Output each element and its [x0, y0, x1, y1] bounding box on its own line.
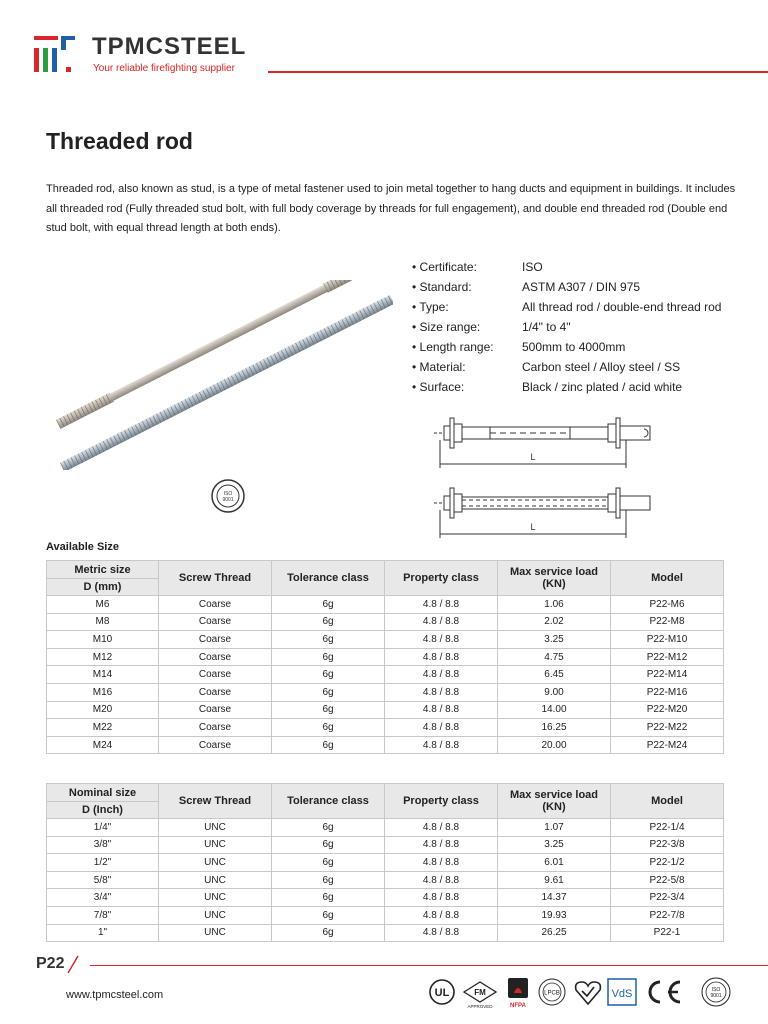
- length-label: L: [530, 452, 536, 462]
- cell-size: M6: [47, 596, 159, 614]
- page-number-slash-icon: [64, 954, 94, 974]
- cell-size: 1": [47, 924, 159, 942]
- cell-load: 14.37: [498, 889, 611, 907]
- metric-size-table: [46, 560, 724, 754]
- table-row: [47, 854, 724, 872]
- spec-value: Carbon steel / Alloy steel / SS: [522, 360, 681, 374]
- svg-text:9001: 9001: [222, 497, 234, 503]
- cell-tolerance: 6g: [272, 836, 385, 854]
- cell-property: 4.8 / 8.8: [385, 819, 498, 837]
- spec-item: [412, 337, 752, 357]
- double-end-rod-diagram: [430, 408, 660, 470]
- cell-property: 4.8 / 8.8: [385, 648, 498, 666]
- svg-text:ISO: ISO: [223, 491, 233, 497]
- header-tolerance: Tolerance class: [272, 784, 385, 819]
- cell-property: 4.8 / 8.8: [385, 719, 498, 737]
- cell-size: 3/8": [47, 836, 159, 854]
- cell-size: M24: [47, 736, 159, 754]
- cell-model: P22-3/8: [611, 836, 724, 854]
- cell-size: M20: [47, 701, 159, 719]
- spec-label: • Size range:: [412, 317, 522, 337]
- svg-text:9001: 9001: [710, 993, 722, 999]
- cell-size: 5/8": [47, 871, 159, 889]
- cell-tolerance: 6g: [272, 889, 385, 907]
- cell-size: 1/4": [47, 819, 159, 837]
- cell-size: M8: [47, 613, 159, 631]
- cell-screw-thread: UNC: [159, 906, 272, 924]
- brand-logo-icon: [34, 36, 76, 74]
- header-size-unit: D (mm): [47, 579, 159, 596]
- cell-property: 4.8 / 8.8: [385, 736, 498, 754]
- header-load: Max service load (KN): [498, 784, 611, 819]
- cell-model: P22-M20: [611, 701, 724, 719]
- cell-property: 4.8 / 8.8: [385, 683, 498, 701]
- brand-tagline: Your reliable firefighting supplier: [93, 63, 235, 74]
- fm-approved-logo-icon: [464, 982, 496, 1009]
- cell-load: 6.45: [498, 666, 611, 684]
- svg-text:LPCB: LPCB: [544, 990, 560, 997]
- spec-label: • Type:: [412, 297, 522, 317]
- cell-property: 4.8 / 8.8: [385, 701, 498, 719]
- metric-table-body: [47, 596, 724, 754]
- cell-load: 16.25: [498, 719, 611, 737]
- header-tolerance: Tolerance class: [272, 561, 385, 596]
- cell-load: 14.00: [498, 701, 611, 719]
- cell-property: 4.8 / 8.8: [385, 613, 498, 631]
- cell-model: P22-5/8: [611, 871, 724, 889]
- cell-load: 1.07: [498, 819, 611, 837]
- cell-tolerance: 6g: [272, 631, 385, 649]
- cell-model: P22-1/4: [611, 819, 724, 837]
- cell-tolerance: 6g: [272, 666, 385, 684]
- cell-screw-thread: Coarse: [159, 701, 272, 719]
- inch-size-table: [46, 783, 724, 942]
- cell-model: P22-7/8: [611, 906, 724, 924]
- cell-screw-thread: UNC: [159, 889, 272, 907]
- cell-model: P22-M24: [611, 736, 724, 754]
- cell-property: 4.8 / 8.8: [385, 906, 498, 924]
- spec-item: [412, 297, 752, 317]
- cell-load: 9.61: [498, 871, 611, 889]
- page-title: Threaded rod: [46, 128, 193, 154]
- vds-logo-icon: [608, 979, 636, 1005]
- table-row: [47, 906, 724, 924]
- cell-load: 20.00: [498, 736, 611, 754]
- table-row: [47, 648, 724, 666]
- table-row: [47, 836, 724, 854]
- footer-divider: [90, 965, 768, 966]
- cell-model: P22-M8: [611, 613, 724, 631]
- threaded-rod-photo: [48, 280, 393, 470]
- cell-model: P22-1/2: [611, 854, 724, 872]
- spec-item: [412, 257, 752, 277]
- table-row: [47, 613, 724, 631]
- svg-text:APPROVED: APPROVED: [467, 1004, 493, 1009]
- svg-text:ISO: ISO: [711, 987, 721, 993]
- cell-tolerance: 6g: [272, 854, 385, 872]
- cell-property: 4.8 / 8.8: [385, 889, 498, 907]
- cell-screw-thread: Coarse: [159, 666, 272, 684]
- cell-tolerance: 6g: [272, 871, 385, 889]
- inch-table-body: [47, 819, 724, 942]
- cell-load: 26.25: [498, 924, 611, 942]
- cell-property: 4.8 / 8.8: [385, 666, 498, 684]
- cell-model: P22-M6: [611, 596, 724, 614]
- cell-size: M10: [47, 631, 159, 649]
- cell-load: 3.25: [498, 631, 611, 649]
- svg-text:FM: FM: [474, 988, 486, 997]
- cell-tolerance: 6g: [272, 596, 385, 614]
- table-row: [47, 631, 724, 649]
- table-row: [47, 871, 724, 889]
- cell-load: 3.25: [498, 836, 611, 854]
- table-row: [47, 666, 724, 684]
- cell-load: 1.06: [498, 596, 611, 614]
- spec-value: ASTM A307 / DIN 975: [522, 280, 641, 294]
- cell-tolerance: 6g: [272, 648, 385, 666]
- cell-screw-thread: UNC: [159, 871, 272, 889]
- header-size: Metric size: [47, 561, 159, 579]
- cell-screw-thread: UNC: [159, 854, 272, 872]
- cell-size: 7/8": [47, 906, 159, 924]
- spec-item: [412, 277, 752, 297]
- cell-screw-thread: Coarse: [159, 596, 272, 614]
- cell-model: P22-M22: [611, 719, 724, 737]
- section-heading-available-size: Available Size: [46, 541, 119, 553]
- header-screw-thread: Screw Thread: [159, 561, 272, 596]
- iso-certification-seal-icon: [210, 478, 246, 514]
- cell-tolerance: 6g: [272, 613, 385, 631]
- header-size: Nominal size: [47, 784, 159, 802]
- cell-screw-thread: Coarse: [159, 683, 272, 701]
- spec-value: Black / zinc plated / acid white: [522, 380, 683, 394]
- cell-property: 4.8 / 8.8: [385, 836, 498, 854]
- header-model: Model: [611, 561, 724, 596]
- table-row: [47, 683, 724, 701]
- cell-model: P22-M10: [611, 631, 724, 649]
- cell-property: 4.8 / 8.8: [385, 924, 498, 942]
- table-row: [47, 719, 724, 737]
- cell-model: P22-M14: [611, 666, 724, 684]
- svg-text:UL: UL: [434, 987, 450, 999]
- spec-label: • Surface:: [412, 377, 522, 397]
- spec-value: 1/4" to 4": [522, 320, 571, 334]
- table-row: [47, 736, 724, 754]
- website-link[interactable]: www.tpmcsteel.com: [66, 989, 164, 1001]
- cell-model: P22-1: [611, 924, 724, 942]
- header-property: Property class: [385, 561, 498, 596]
- cell-property: 4.8 / 8.8: [385, 596, 498, 614]
- cell-size: M16: [47, 683, 159, 701]
- cell-model: P22-M12: [611, 648, 724, 666]
- ul-logo-icon: [430, 980, 454, 1004]
- header-divider: [268, 71, 768, 73]
- page-number: P22: [36, 955, 65, 972]
- table-row: [47, 819, 724, 837]
- cell-screw-thread: UNC: [159, 924, 272, 942]
- nfpa-logo-icon: [508, 978, 528, 1009]
- cell-screw-thread: Coarse: [159, 736, 272, 754]
- cell-model: P22-3/4: [611, 889, 724, 907]
- cell-size: 1/2": [47, 854, 159, 872]
- cell-tolerance: 6g: [272, 719, 385, 737]
- heart-check-logo-icon: [576, 982, 601, 1004]
- cell-load: 6.01: [498, 854, 611, 872]
- cell-screw-thread: Coarse: [159, 719, 272, 737]
- cell-tolerance: 6g: [272, 683, 385, 701]
- lpcb-logo-icon: [539, 979, 565, 1005]
- ce-mark-icon: [650, 982, 680, 1002]
- spec-value: All thread rod / double-end thread rod: [522, 300, 722, 314]
- cell-load: 19.93: [498, 906, 611, 924]
- cell-property: 4.8 / 8.8: [385, 871, 498, 889]
- table-row: [47, 924, 724, 942]
- table-row: [47, 701, 724, 719]
- spec-label: • Material:: [412, 357, 522, 377]
- cell-screw-thread: UNC: [159, 836, 272, 854]
- cell-load: 9.00: [498, 683, 611, 701]
- table-row: [47, 596, 724, 614]
- svg-text:NFPA: NFPA: [510, 1003, 526, 1009]
- cell-property: 4.8 / 8.8: [385, 854, 498, 872]
- cell-size: M14: [47, 666, 159, 684]
- cell-size: M22: [47, 719, 159, 737]
- header-model: Model: [611, 784, 724, 819]
- cell-screw-thread: Coarse: [159, 648, 272, 666]
- spec-value: ISO: [522, 260, 543, 274]
- cell-tolerance: 6g: [272, 819, 385, 837]
- spec-item: [412, 317, 752, 337]
- intro-paragraph: Threaded rod, also known as stud, is a type of metal fastener used to join metal together to hang ducts and equipment in buildings. It includes all threaded rod (Fully threaded stud bolt, with full body coverage by threads for full engagement), and double end threaded rod (Double end stud bolt, with equal thread length at both ends).: [46, 183, 736, 234]
- all-thread-rod-diagram: [430, 478, 660, 540]
- header-property: Property class: [385, 784, 498, 819]
- brand-name: TPMCSTEEL: [92, 33, 247, 60]
- spec-item: [412, 357, 752, 377]
- spec-label: • Length range:: [412, 337, 522, 357]
- spec-value: 500mm to 4000mm: [522, 340, 626, 354]
- certification-logos: [428, 975, 746, 1009]
- cell-load: 4.75: [498, 648, 611, 666]
- header-size-unit: D (Inch): [47, 802, 159, 819]
- header-load: Max service load (KN): [498, 561, 611, 596]
- spec-list: [412, 257, 752, 397]
- spec-label: • Standard:: [412, 277, 522, 297]
- spec-item: [412, 377, 752, 397]
- cell-tolerance: 6g: [272, 736, 385, 754]
- cell-size: M12: [47, 648, 159, 666]
- table-row: [47, 889, 724, 907]
- cell-tolerance: 6g: [272, 906, 385, 924]
- cell-screw-thread: UNC: [159, 819, 272, 837]
- cell-screw-thread: Coarse: [159, 631, 272, 649]
- cell-tolerance: 6g: [272, 924, 385, 942]
- iso-9001-logo-icon: [702, 978, 730, 1006]
- cell-tolerance: 6g: [272, 701, 385, 719]
- cell-screw-thread: Coarse: [159, 613, 272, 631]
- spec-label: • Certificate:: [412, 257, 522, 277]
- cell-model: P22-M16: [611, 683, 724, 701]
- svg-text:VdS: VdS: [611, 988, 633, 1000]
- cell-load: 2.02: [498, 613, 611, 631]
- cell-size: 3/4": [47, 889, 159, 907]
- cell-property: 4.8 / 8.8: [385, 631, 498, 649]
- header-screw-thread: Screw Thread: [159, 784, 272, 819]
- length-label: L: [530, 522, 536, 532]
